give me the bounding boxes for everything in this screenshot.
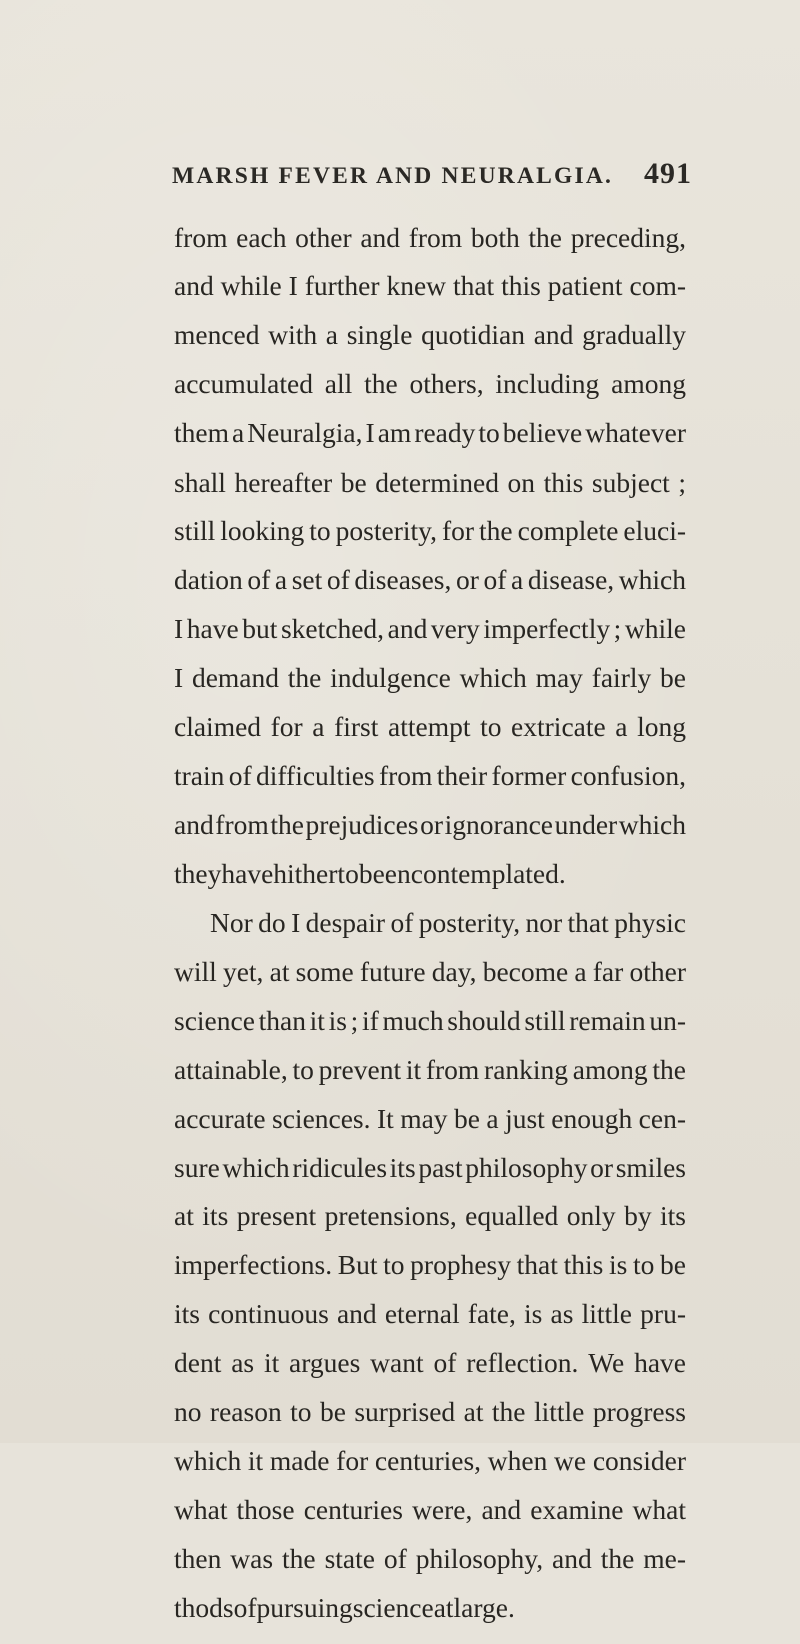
- text-line: train of difficulties from their former confusion,: [174, 760, 686, 791]
- text-line: shall hereafter be determined on this subject ;: [174, 467, 686, 498]
- text-line: I demand the indulgence which may fairly be: [174, 662, 686, 693]
- text-line: dent as it argues want of reflection. We have: [174, 1347, 686, 1378]
- text-line: and from the prejudices or ignorance under which: [174, 809, 686, 840]
- running-title: MARSH FEVER AND NEURALGIA.: [172, 163, 614, 189]
- running-head: [172, 157, 692, 203]
- text-line: dation of a set of diseases, or of a disease, which: [174, 564, 686, 595]
- text-line: imperfections. But to prophesy that this is to be: [174, 1249, 686, 1280]
- text-line: menced with a single quotidian and gradually: [174, 319, 686, 350]
- text-line: and while I further knew that this patient com-: [174, 270, 686, 301]
- text-line: its continuous and eternal fate, is as little pru-: [174, 1298, 686, 1329]
- text-line: no reason to be surprised at the little progress: [174, 1396, 686, 1427]
- text-line: Nor do I despair of posterity, nor that physic: [210, 907, 686, 938]
- text-line: accurate sciences. It may be a just enough cen-: [174, 1103, 686, 1134]
- text-line: claimed for a first attempt to extricate a long: [174, 711, 686, 742]
- text-line: will yet, at some future day, become a far other: [174, 956, 686, 987]
- text-line: which it made for centuries, when we consider: [174, 1445, 686, 1476]
- text-line: them a Neuralgia, I am ready to believe whatever: [174, 417, 686, 448]
- text-line: they have hitherto been contemplated.: [174, 858, 566, 889]
- text-line: science than it is ; if much should still remain un-: [174, 1005, 686, 1036]
- page-number: 491: [644, 157, 692, 190]
- text-line: at its present pretensions, equalled only by its: [174, 1200, 686, 1231]
- text-line: then was the state of philosophy, and the me-: [174, 1543, 686, 1574]
- text-line: from each other and from both the preceding,: [174, 222, 686, 253]
- text-line: what those centuries were, and examine what: [174, 1494, 686, 1525]
- text-line: attainable, to prevent it from ranking among the: [174, 1054, 686, 1085]
- text-line: still looking to posterity, for the complete eluci-: [174, 515, 686, 546]
- text-line: thods of pursuing science at large.: [174, 1592, 515, 1623]
- text-line: accumulated all the others, including among: [174, 368, 686, 399]
- text-line: sure which ridicules its past philosophy or smiles: [174, 1152, 686, 1183]
- text-line: I have but sketched, and very imperfectly ; while: [174, 613, 686, 644]
